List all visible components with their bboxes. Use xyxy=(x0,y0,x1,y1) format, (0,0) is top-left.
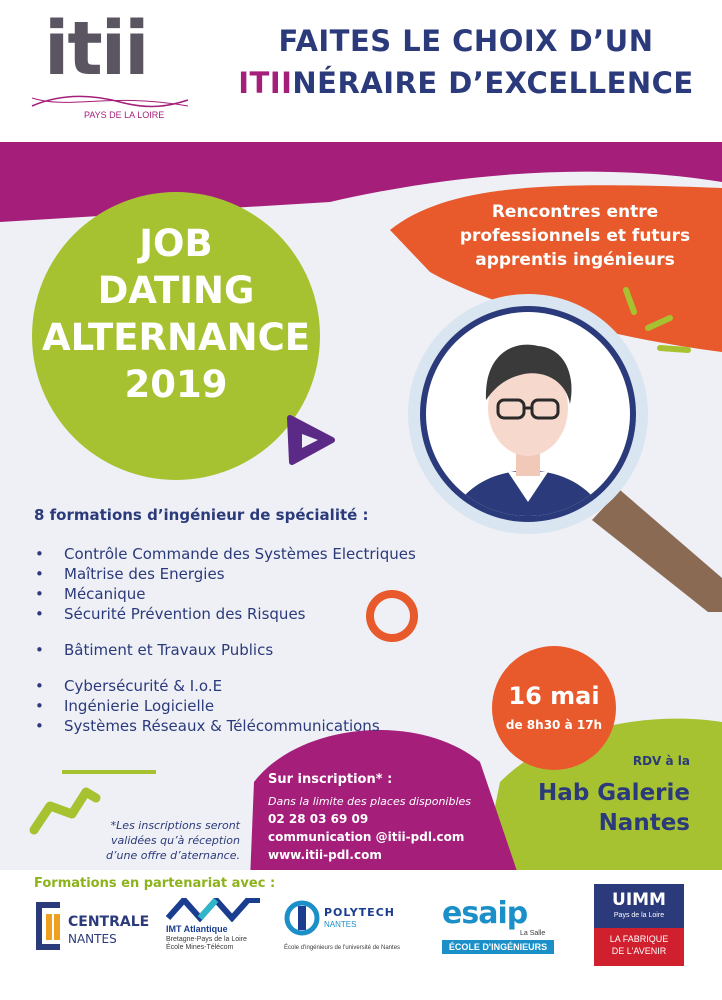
title-line: 2019 xyxy=(124,363,228,406)
title-line: DATING xyxy=(97,269,255,312)
esaip-logo xyxy=(442,896,554,960)
magnifier-icon xyxy=(406,282,722,612)
uimm-name: UIMM xyxy=(612,890,666,910)
headline-line1: FAITES LE CHOIX D’UN xyxy=(278,24,654,58)
inscription-website[interactable]: www.itii-pdl.com xyxy=(268,848,382,862)
formation-item: • Sécurité Prévention des Risques xyxy=(64,604,306,624)
centrale-city: NANTES xyxy=(68,932,117,946)
title-line: ALTERNANCE xyxy=(41,316,311,359)
centrale-nantes-logo xyxy=(34,900,154,954)
formation-item: • Maîtrise des Energies xyxy=(64,564,225,584)
logo-region: PAYS DE LA LOIRE xyxy=(84,110,165,120)
headline-rest: NÉRAIRE D’EXCELLENCE xyxy=(292,66,694,100)
tagline-line: professionnels et futurs xyxy=(459,226,691,246)
formation-item: • Bâtiment et Travaux Publics xyxy=(64,640,273,660)
note-line: validées qu’à réception xyxy=(111,834,240,847)
imt-school: École Mines-Télécom xyxy=(166,944,234,951)
itii-logo: itii xyxy=(44,6,148,92)
inscription-email[interactable]: communication @itii-pdl.com xyxy=(268,830,465,844)
partners-footer xyxy=(0,870,722,1000)
inscription-title: Sur inscription* : xyxy=(268,772,393,787)
esaip-lasalle: La Salle xyxy=(520,930,546,937)
tagline-line: apprentis ingénieurs xyxy=(475,250,675,270)
polytech-city: NANTES xyxy=(324,920,357,929)
venue xyxy=(480,778,690,838)
venue-line: Hab Galerie xyxy=(538,780,690,806)
polytech-nantes-logo xyxy=(284,898,424,962)
imt-name: IMT Atlantique xyxy=(166,924,228,934)
imt-region: Bretagne-Pays de la Loire xyxy=(166,936,247,943)
polytech-name: POLYTECH xyxy=(324,906,395,919)
centrale-mark-icon xyxy=(34,900,64,954)
header xyxy=(0,0,722,142)
event-hours: de 8h30 à 17h xyxy=(505,718,603,732)
formations-title: 8 formations d’ingénieur de spécialité : xyxy=(34,506,369,524)
imt-atlantique-logo xyxy=(166,898,266,962)
uimm-logo xyxy=(594,884,684,966)
headline-accent: ITII xyxy=(238,66,293,100)
formation-item: • Cybersécurité & I.o.E xyxy=(64,676,222,696)
inscription-phone[interactable]: 02 28 03 69 09 xyxy=(268,812,369,826)
registration-note xyxy=(74,818,240,863)
event-title xyxy=(32,220,320,408)
venue-line: Nantes xyxy=(598,810,690,836)
event-date: 16 mai xyxy=(508,682,600,710)
formation-item: • Contrôle Commande des Systèmes Electriques xyxy=(64,544,416,564)
imt-mark-icon xyxy=(166,898,262,922)
poster-band xyxy=(0,142,722,880)
partners-title: Formations en partenariat avec : xyxy=(34,876,276,891)
rdv-label: RDV à la xyxy=(632,754,690,768)
uimm-slogan-1: LA FABRIQUE xyxy=(609,934,669,944)
uimm-region: Pays de la Loire xyxy=(613,912,665,919)
ring-icon xyxy=(362,586,422,646)
note-line: d’une offre d’aternance. xyxy=(106,849,240,862)
title-line: JOB xyxy=(139,222,213,265)
note-line: *Les inscriptions seront xyxy=(110,819,240,832)
formation-item: • Ingénierie Logicielle xyxy=(64,696,214,716)
inscription-subtitle: Dans la limite des places disponibles xyxy=(268,795,472,808)
logo-swoosh-icon xyxy=(30,92,190,112)
formation-item: • Mécanique xyxy=(64,584,146,604)
polytech-mark-icon xyxy=(284,898,324,938)
play-triangle-icon xyxy=(280,410,340,470)
uimm-slogan-2: DE L'AVENIR xyxy=(611,946,667,956)
polytech-desc: École d'ingénieurs de l'université de Nantes xyxy=(284,945,401,951)
tagline-line: Rencontres entre xyxy=(491,202,659,222)
esaip-tagline: ÉCOLE D'INGÉNIEURS xyxy=(442,940,554,954)
tagline xyxy=(440,200,710,272)
centrale-name: CENTRALE xyxy=(68,914,150,930)
formation-item: • Systèmes Réseaux & Télécommunications xyxy=(64,716,380,736)
esaip-name: esaip xyxy=(442,896,528,931)
headline-line2 xyxy=(236,66,696,100)
